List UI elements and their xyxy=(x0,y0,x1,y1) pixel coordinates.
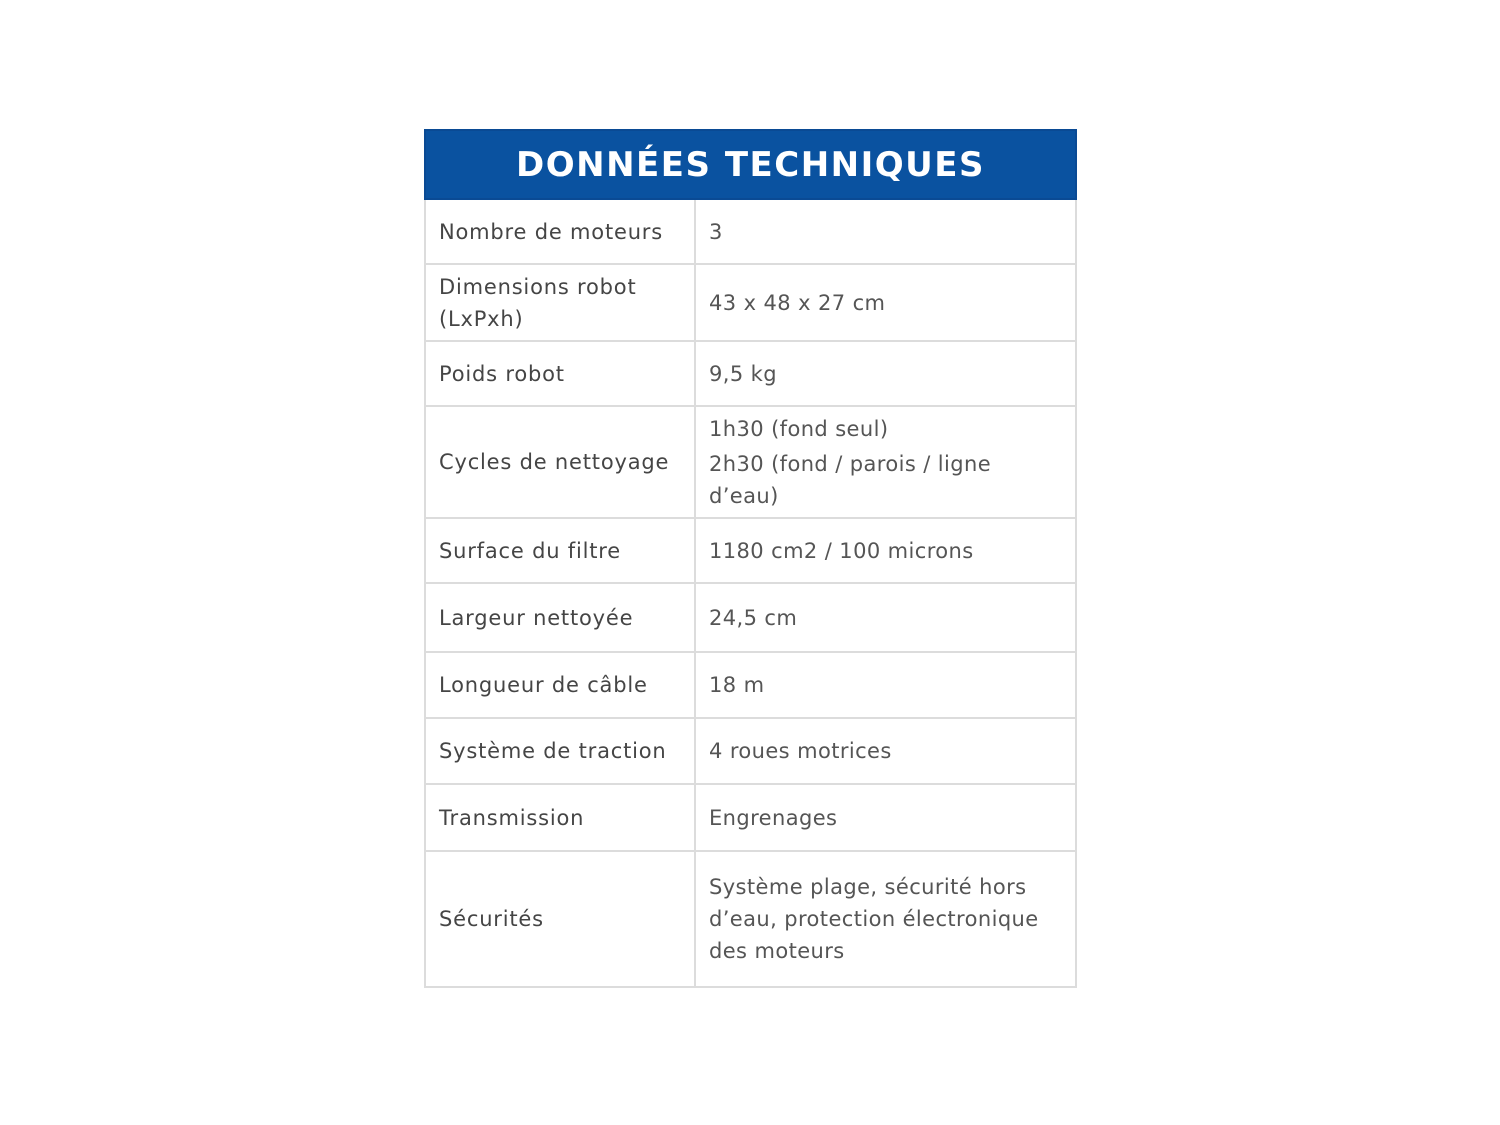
spec-value-line: 2h30 (fond / parois / ligne d’eau) xyxy=(709,451,992,508)
spec-label: Système de traction xyxy=(425,718,695,784)
spec-label: Cycles de nettoyage xyxy=(425,406,695,518)
spec-value-line: 1h30 (fond seul) xyxy=(709,416,889,441)
spec-label: Poids robot xyxy=(425,341,695,406)
spec-value xyxy=(695,583,1076,652)
spec-value xyxy=(695,718,1076,784)
table-row xyxy=(425,341,1076,406)
table-row xyxy=(425,652,1076,718)
table-row xyxy=(425,264,1076,341)
spec-value-line: 3 xyxy=(709,219,723,244)
spec-label: Transmission xyxy=(425,784,695,851)
spec-value-line: 9,5 kg xyxy=(709,361,777,386)
table-row xyxy=(425,851,1076,987)
spec-value xyxy=(695,851,1076,987)
table-row xyxy=(425,784,1076,851)
spec-value-line: 1180 cm2 / 100 microns xyxy=(709,538,974,563)
spec-label: Largeur nettoyée xyxy=(425,583,695,652)
spec-value xyxy=(695,341,1076,406)
spec-value xyxy=(695,784,1076,851)
table-row xyxy=(425,583,1076,652)
spec-value xyxy=(695,199,1076,264)
spec-label: Sécurités xyxy=(425,851,695,987)
spec-value xyxy=(695,652,1076,718)
spec-value-line: 18 m xyxy=(709,673,765,697)
spec-label: Surface du filtre xyxy=(425,518,695,583)
spec-label: Dimensions robot (LxPxh) xyxy=(425,264,695,341)
spec-value-line: Engrenages xyxy=(709,805,838,830)
spec-value xyxy=(695,264,1076,341)
table-row xyxy=(425,718,1076,784)
table-row xyxy=(425,518,1076,583)
spec-label: Longueur de câble xyxy=(425,652,695,718)
technical-specs-table xyxy=(424,129,1077,988)
spec-value xyxy=(695,406,1076,518)
spec-value-line: 24,5 cm xyxy=(709,605,798,630)
spec-label: Nombre de moteurs xyxy=(425,199,695,264)
table-row xyxy=(425,406,1076,518)
table-row xyxy=(425,199,1076,264)
table-title: DONNÉES TECHNIQUES xyxy=(425,130,1076,199)
spec-value xyxy=(695,518,1076,583)
spec-value-line: Système plage, sécurité hors d’eau, protection électronique des moteurs xyxy=(709,875,1039,963)
spec-value-line: 43 x 48 x 27 cm xyxy=(709,290,886,315)
table-header-row xyxy=(425,130,1076,199)
spec-value-line: 4 roues motrices xyxy=(709,739,892,763)
